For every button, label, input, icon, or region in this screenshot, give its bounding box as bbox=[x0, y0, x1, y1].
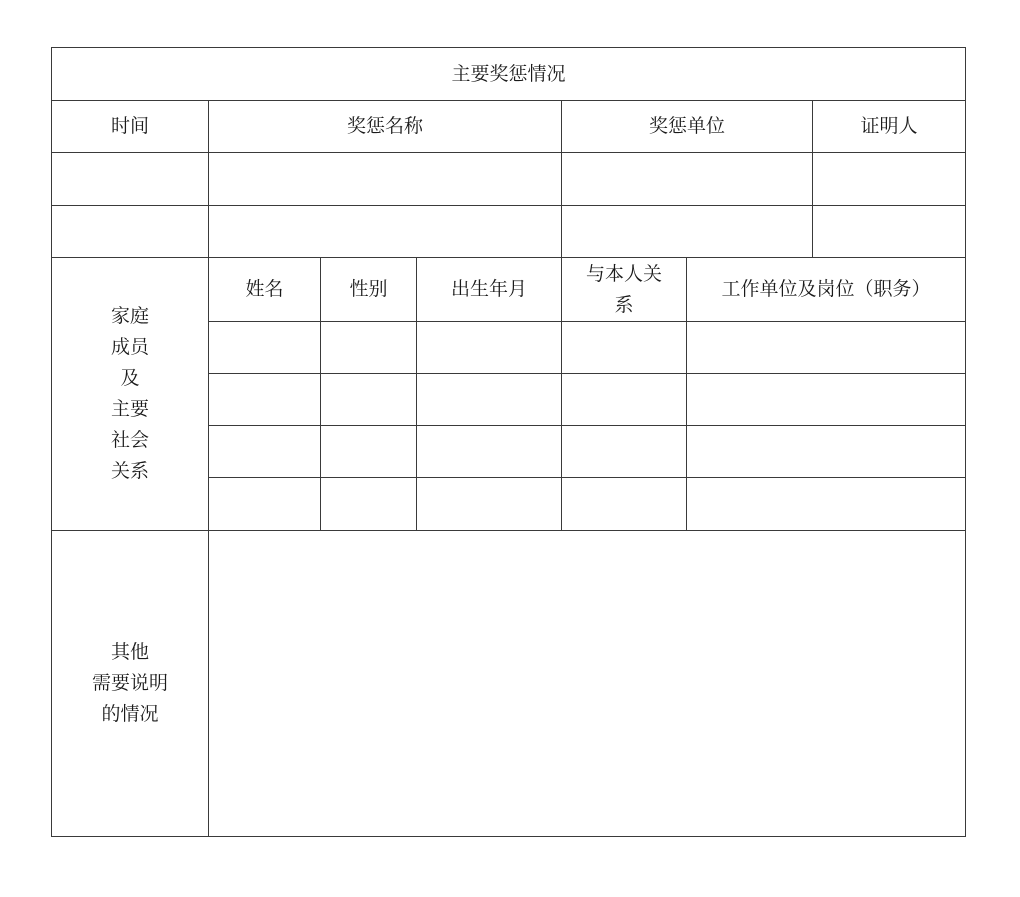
family-label-line: 社会 bbox=[110, 429, 149, 451]
family-row-1-gender-field[interactable] bbox=[321, 322, 416, 373]
other-label-line: 需要说明 bbox=[91, 672, 168, 694]
awards-row-2-witness-field[interactable] bbox=[813, 206, 965, 257]
family-row-2-birth-field[interactable] bbox=[417, 374, 561, 425]
family-row-4-gender-field[interactable] bbox=[321, 478, 416, 530]
family-row-2-employer-field[interactable] bbox=[687, 374, 965, 425]
awards-header-unit: 奖惩单位 bbox=[648, 115, 725, 137]
family-row-1-name-field[interactable] bbox=[209, 322, 320, 373]
family-label-line: 家庭 bbox=[110, 305, 149, 327]
family-row-3-employer-field[interactable] bbox=[687, 426, 965, 477]
family-row-4-birth-field[interactable] bbox=[417, 478, 561, 530]
awards-header-name: 奖惩名称 bbox=[346, 115, 423, 137]
family-row-3-name-field[interactable] bbox=[209, 426, 320, 477]
family-row-2-relation-field[interactable] bbox=[562, 374, 686, 425]
awards-row-2-time-field[interactable] bbox=[52, 206, 208, 257]
awards-row-1-unit-field[interactable] bbox=[562, 153, 812, 205]
family-row-3-birth-field[interactable] bbox=[417, 426, 561, 477]
family-header-name: 姓名 bbox=[245, 278, 284, 300]
family-row-1-birth-field[interactable] bbox=[417, 322, 561, 373]
family-header-relation: 与本人关系 bbox=[585, 262, 662, 316]
awards-section-title: 主要奖惩情况 bbox=[451, 62, 566, 85]
awards-header-witness: 证明人 bbox=[860, 115, 918, 137]
other-notes-field[interactable] bbox=[209, 531, 965, 836]
other-section-label bbox=[52, 531, 208, 836]
rule-bottom bbox=[51, 836, 966, 837]
awards-row-1-witness-field[interactable] bbox=[813, 153, 965, 205]
family-header-employer: 工作单位及岗位（职务） bbox=[721, 278, 931, 300]
family-label-line: 主要 bbox=[110, 398, 149, 420]
rule-right bbox=[965, 47, 966, 837]
family-row-4-relation-field[interactable] bbox=[562, 478, 686, 530]
other-label-line: 的情况 bbox=[101, 703, 159, 725]
family-row-2-gender-field[interactable] bbox=[321, 374, 416, 425]
family-label-line: 及 bbox=[120, 367, 140, 389]
awards-header-time: 时间 bbox=[110, 115, 149, 137]
family-row-4-name-field[interactable] bbox=[209, 478, 320, 530]
family-label-line: 关系 bbox=[110, 460, 149, 482]
family-header-gender: 性别 bbox=[349, 278, 388, 300]
awards-row-2-name-field[interactable] bbox=[209, 206, 561, 257]
other-label-line: 其他 bbox=[110, 641, 149, 663]
family-row-4-employer-field[interactable] bbox=[687, 478, 965, 530]
family-row-3-gender-field[interactable] bbox=[321, 426, 416, 477]
family-header-birth: 出生年月 bbox=[450, 278, 527, 300]
awards-row-1-time-field[interactable] bbox=[52, 153, 208, 205]
family-row-1-relation-field[interactable] bbox=[562, 322, 686, 373]
family-row-2-name-field[interactable] bbox=[209, 374, 320, 425]
awards-row-1-name-field[interactable] bbox=[209, 153, 561, 205]
awards-row-2-unit-field[interactable] bbox=[562, 206, 812, 257]
family-section-label bbox=[52, 258, 208, 530]
family-row-3-relation-field[interactable] bbox=[562, 426, 686, 477]
family-label-line: 成员 bbox=[110, 336, 149, 358]
family-row-1-employer-field[interactable] bbox=[687, 322, 965, 373]
